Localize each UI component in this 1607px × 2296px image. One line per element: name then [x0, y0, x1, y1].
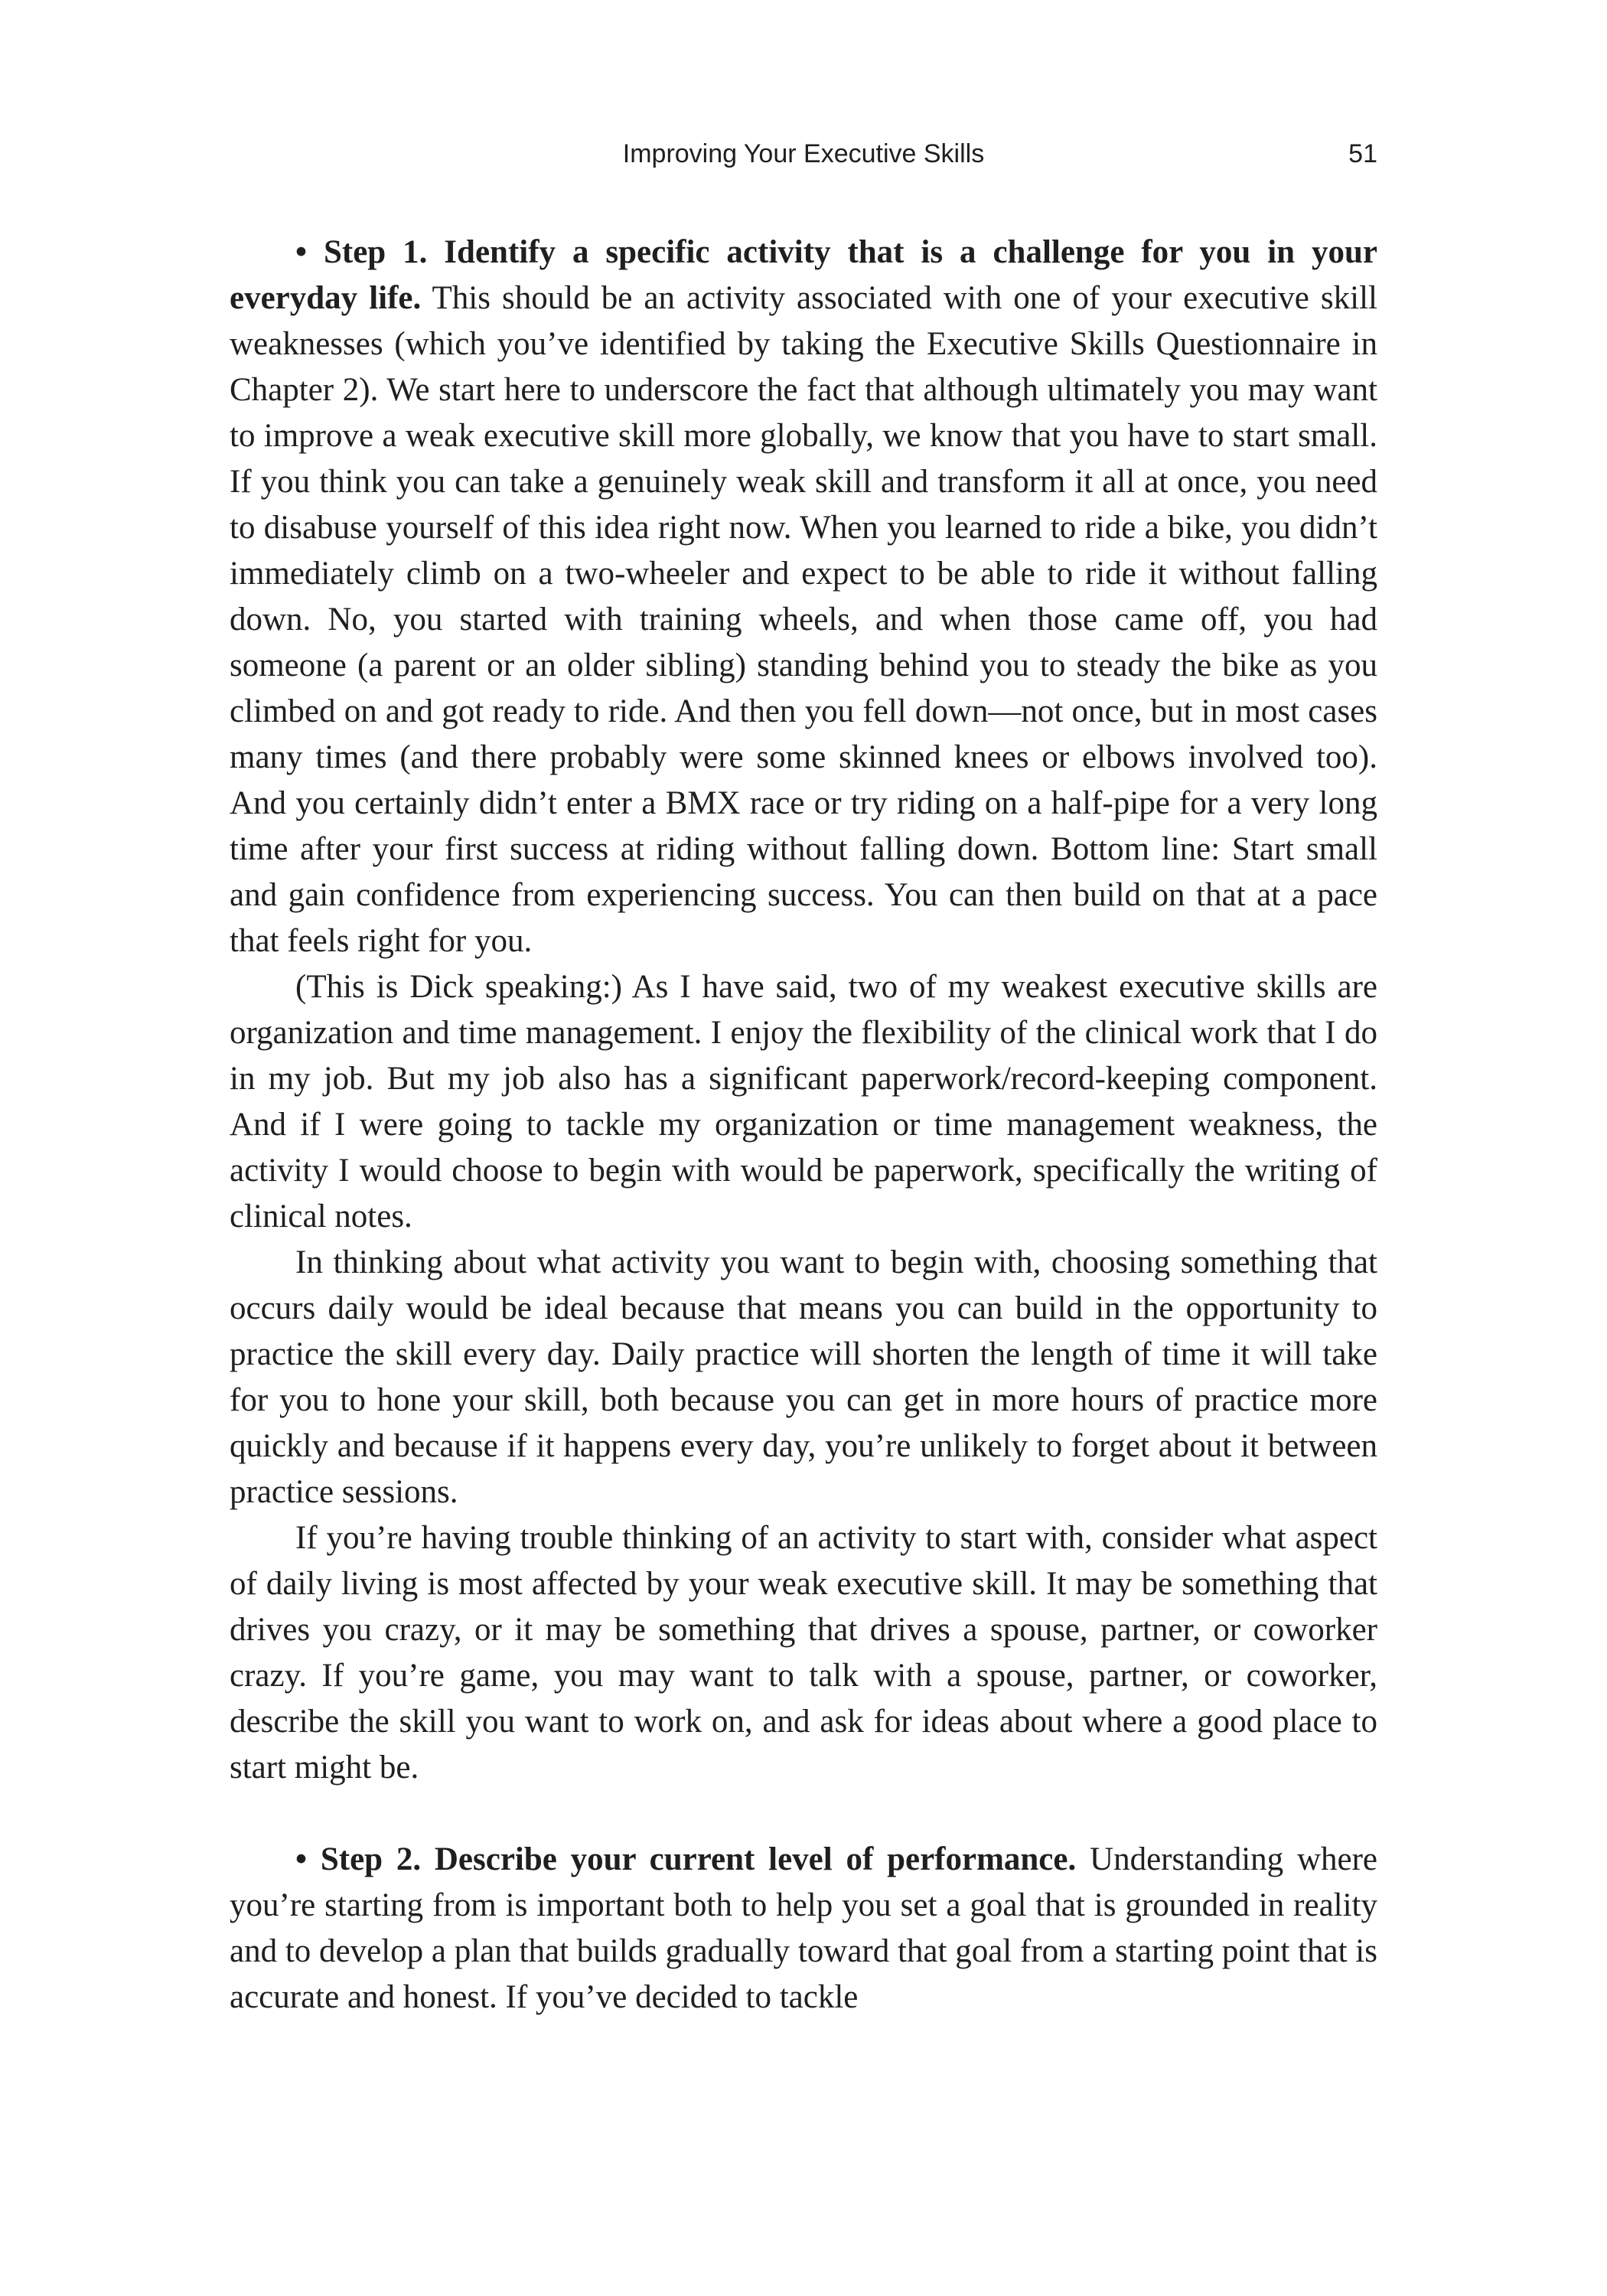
- step-2-paragraph: [230, 1837, 1377, 2020]
- paragraph-trouble: If you’re having trouble thinking of an activity to start with, consider what aspect of daily living is most affected by your weak executive skill. It may be something that drives you crazy, or it may be something that drives a spouse, partner, or coworker crazy. If you’re game, you may want to talk with a spouse, partner, or coworker, describe the skill you want to work on, and ask for ideas about where a good place to start might be.: [230, 1520, 1377, 1786]
- step-1-paragraph: [230, 230, 1377, 964]
- running-title: Improving Your Executive Skills: [622, 139, 985, 168]
- step-2-text: Understanding where you’re starting from is important both to help you set a goal that is grounded in reality and to develop a plan that builds gradually toward that goal from a starting point that is accurate and honest. If you’ve decided to tackle: [230, 1841, 1378, 2015]
- body-text: [230, 230, 1377, 2020]
- page-number: 51: [1348, 139, 1377, 168]
- step-1-text: This should be an activity associated with one of your executive skill weaknesses (which you’ve identified by taking the Executive Skills Questionnaire in Chapter 2). We start here to underscore the fact that although ultimately you may want to improve a weak executive skill more globally, we know that you have to start small. If you think you can take a genuinely weak skill and transform it all at once, you need to disabuse yourself of this idea right now. When you learned to ride a bike, you didn’t immediately climb on a two-wheeler and expect to be able to ride it without falling down. No, you started with training wheels, and when those came off, you had someone (a parent or an older sibling) standing behind you to steady the bike as you climbed on and got ready to ride. And then you fell down—not once, but in most cases many times (and there probably were some skinned knees or elbows involved too). And you certainly didn’t enter a BMX race or try riding on a half-pipe for a very long time after your first success at riding without falling down. Bottom line: Start small and gain confidence from experiencing success. You can then build on that at a pace that feels right for you.: [230, 280, 1377, 959]
- step-1-heading: Step 1. Identify a specific activity that is a challenge for you in your everyday life.: [230, 234, 1377, 316]
- paragraph-dick-speaking: (This is Dick speaking:) As I have said, two of my weakest executive skills are organization and time management. I enjoy the flexibility of the clinical work that I do in my job. But my job also has a significant paperwork/record-keeping component. And if I were going to tackle my organization or time management weakness, the activity I would choose to begin with would be paperwork, specifically the writing of clinical notes.: [230, 969, 1377, 1234]
- bullet-icon: •: [295, 234, 308, 270]
- running-head: [230, 135, 1377, 173]
- bullet-icon: •: [295, 1841, 308, 1877]
- step-2-heading: Step 2. Describe your current level of performance.: [320, 1841, 1077, 1877]
- paragraph-thinking: In thinking about what activity you want to begin with, choosing something that occurs daily would be ideal because that means you can build in the opportunity to practice the skill every day. Daily practice will shorten the length of time it will take for you to hone your skill, both because you can get in more hours of practice more quickly and because if it happens every day, you’re unlikely to forget about it between practice sessions.: [230, 1244, 1377, 1510]
